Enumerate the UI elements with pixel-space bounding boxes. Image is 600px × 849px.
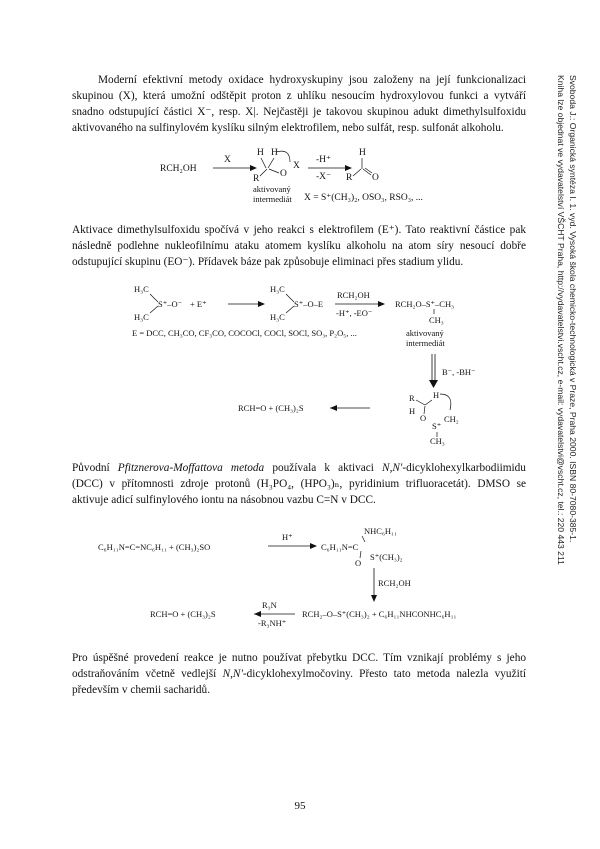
scheme2-ylide-o: O	[420, 413, 427, 423]
scheme2-ylide-s: S⁺	[432, 421, 442, 431]
scheme2-h3c-c: H₃C	[270, 284, 285, 294]
scheme3-dcc: C₆H₁₁N=C=NC₆H₁₁ + (CH₃)₂SO	[98, 542, 211, 552]
scheme-3	[90, 520, 510, 630]
scheme1-intermediate-1: aktivovaný	[253, 184, 291, 194]
scheme2-product: RCH₂O–S⁺–CH₃	[395, 299, 455, 309]
scheme1-h2: H	[271, 148, 278, 158]
side-note	[548, 75, 588, 765]
scheme2-ylide-r: R	[409, 393, 415, 403]
scheme1-h1: H	[257, 148, 264, 158]
scheme3-adduct-s: S⁺(CH₃)₂	[370, 552, 403, 562]
scheme2-s-o: S⁺–O⁻	[158, 299, 183, 309]
scheme1-product-o: O	[372, 173, 379, 183]
paragraph-2: Aktivace dimethylsulfoxidu spočívá v jeho reakci s elektrofilem (E⁺). Tato reaktivní částice pak následně podlehne nukleofilnímu ataku atomem kyslíku alkoholu na atom síry nesoucí dobře odstupující skupinu (EO⁻). Přídavek báze pak způsobuje eliminaci přes stadium ylidu.	[72, 224, 526, 268]
scheme2-e-definition: E = DCC, CH₃CO, CF₃CO, COCOCl, COCl, SOCl, SO₃, P₂O₅, ...	[132, 328, 357, 338]
scheme3-h-plus: H⁺	[282, 532, 293, 542]
scheme3-adduct-nhc: NHC₆H₁₁	[364, 526, 397, 536]
scheme1-minus-h: -H⁺	[316, 155, 332, 165]
scheme2-plus-e: + E⁺	[190, 299, 207, 309]
paragraph-3-nn: N,N'	[382, 462, 403, 474]
side-note-line-1: Svoboda J.: Organická syntéza I. 1. vyd. Vysoká škola chemicko-technologická v Praze, Praha 2000. ISBN 80-7080-385-1.	[568, 75, 578, 543]
paragraph-4	[72, 650, 526, 698]
scheme2-intermediate-1: aktivovaný	[406, 328, 444, 338]
scheme3-adduct-left: C₆H₁₁N=C	[321, 542, 359, 552]
scheme1-r: R	[253, 174, 260, 184]
scheme1-x: X	[293, 161, 300, 171]
paragraph-3	[72, 460, 526, 508]
paragraph-4-text-a: Pro úspěšné provedení reakce je nutno používat přebytku DCC. Tím vznikají problémy s jeho odstraňováním včetně vedlejší	[72, 652, 526, 680]
paragraph-3-method-name: Pfitznerova-Moffattova metoda	[117, 462, 265, 474]
scheme2-h3c-b: H₃C	[134, 312, 149, 322]
page-number: 95	[294, 800, 306, 812]
paragraph-4-text-b: -dicyklohexylmočoviny. Přesto tato metoda nalezla využití především v chemii sacharidů.	[72, 668, 527, 696]
scheme2-h3c-a: H₃C	[134, 284, 149, 294]
scheme1-intermediate-2: intermediát	[253, 194, 292, 204]
scheme3-r3nh: -R₃NH⁺	[258, 618, 287, 628]
scheme2-reagent-top: RCH₂OH	[337, 290, 370, 300]
scheme-1	[140, 138, 470, 233]
scheme2-intermediate-2: intermediát	[406, 338, 445, 348]
paragraph-3-text-c: -dicyklohexylkarbodiimidu (DCC) v přítomnosti zdroje protonů (H₃PO₄, (HPO₃)ₙ, pyridinium trifluoracetát). DMSO se aktivuje adicí sulfinylového iontu na násobnou vazbu C=N v DCC.	[72, 462, 526, 506]
paragraph-3-text-a: Původní	[72, 462, 118, 474]
scheme3-r3n: R₃N	[262, 600, 277, 610]
scheme-2	[120, 278, 500, 453]
scheme1-x-definition: X = S⁺(CH₃)₂, OSO₃, RSO₃, ...	[304, 193, 423, 203]
scheme2-s-oe: S⁺–O–E	[294, 299, 324, 309]
scheme2-base: B⁻, -BH⁻	[442, 367, 476, 377]
scheme1-o: O	[280, 169, 287, 179]
scheme1-reactant: RCH₂OH	[160, 164, 197, 174]
scheme2-h3c-d: H₃C	[270, 312, 285, 322]
scheme2-final: RCH=O + (CH₃)₂S	[238, 403, 304, 413]
scheme1-reagent: X	[224, 155, 231, 165]
scheme2-ylide-ch3: CH₃	[430, 436, 445, 446]
scheme2-ylide-h2: H	[409, 406, 416, 416]
scheme2-ylide-h1: H	[433, 390, 440, 400]
scheme1-product-h: H	[359, 148, 366, 158]
scheme1-product-r: R	[346, 173, 353, 183]
scheme3-reagent: RCH₂OH	[378, 578, 411, 588]
scheme2-product-ch3: CH₃	[429, 315, 444, 325]
paragraph-1: Moderní efektivní metody oxidace hydroxyskupiny jsou založeny na její funkcionalizaci skupinou (X), která umožní odštěpit proton z uhlíku nesoucím hydroxylovou funkci a vytváří snadno odstupující částici X⁻, resp. X|. Nejčastěji je takovou skupinou adukt dimethylsulfoxidu aktivovaného na sulfinylovém kyslíku silným elektrofilem, nebo sulfát, resp. sulfonát alkoholu.	[72, 74, 526, 134]
side-note-line-2: Kniha lze objednat ve vydavatelství VŠCHT Praha, http://vydavatelstvi.vscht.cz, e-mail: vydavatelstvi@vscht.cz, tel.: 220 443 211	[556, 75, 566, 565]
scheme2-ylide-ch2: CH₂	[444, 414, 459, 424]
scheme2-reagent-bottom: -H⁺, -EO⁻	[336, 308, 373, 318]
scheme3-final: RCH=O + (CH₃)₂S	[150, 609, 216, 619]
paragraph-4-nn: N,N'	[222, 668, 243, 680]
scheme1-minus-x: -X⁻	[316, 172, 332, 182]
scheme3-sulfonium: RCH₂–O–S⁺(CH₃)₂ + C₆H₁₁NHCONHC₆H₁₁	[302, 609, 457, 619]
scheme3-adduct-o: O	[355, 558, 362, 568]
paragraph-3-text-b: používala k aktivaci	[264, 462, 383, 474]
